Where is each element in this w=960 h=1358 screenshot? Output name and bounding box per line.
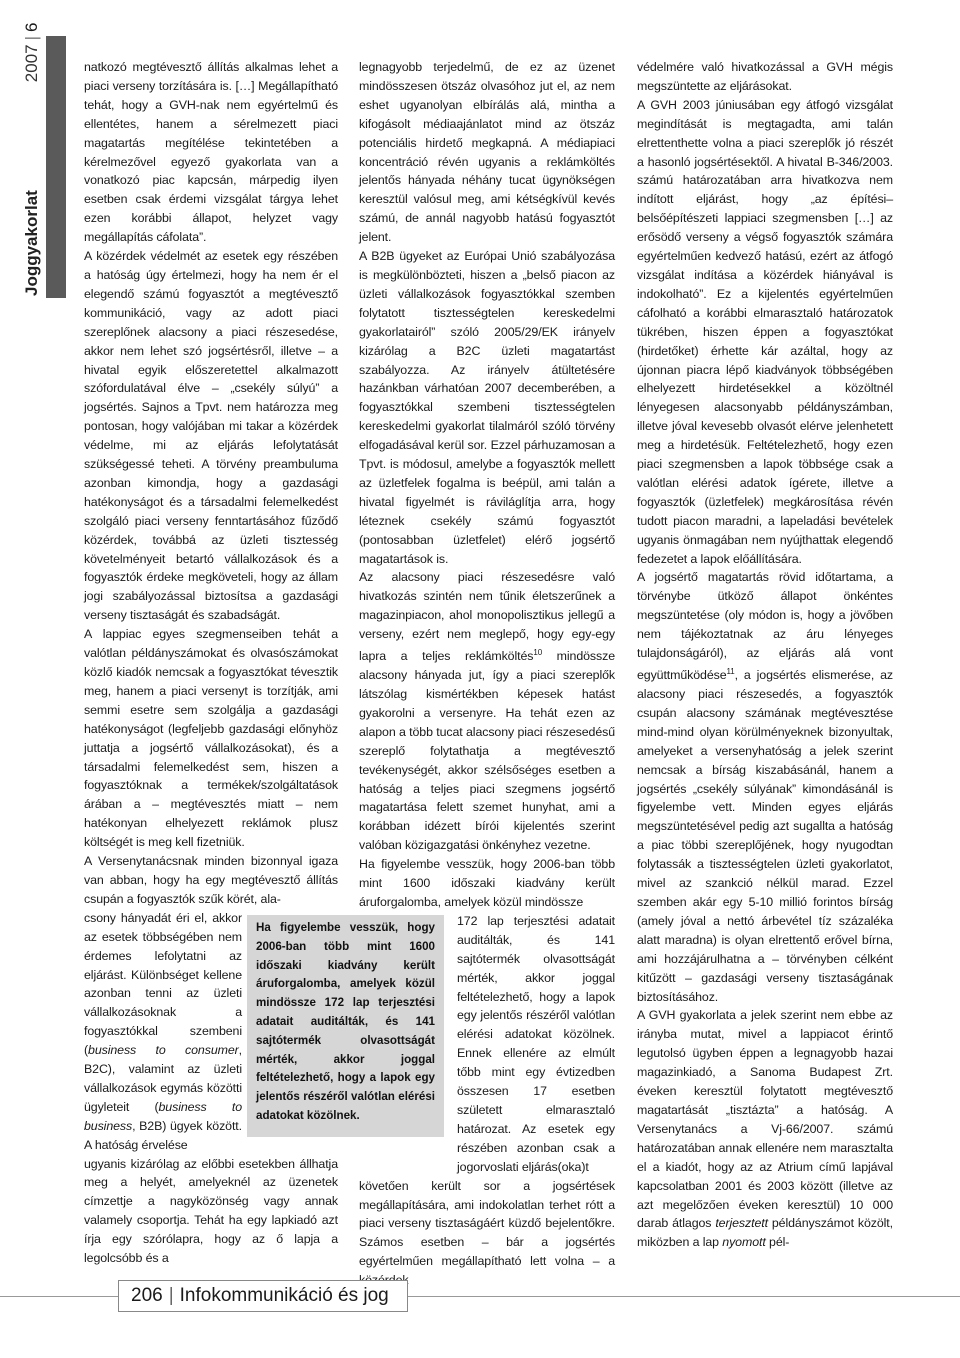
- emphasis: business to business: [84, 1099, 242, 1133]
- pull-quote: Ha figyelembe vesszük, hogy 2006-ban több mint 1600 időszaki kiadvány került áruforgalomba, amelyek közül mindössze 172 lap terjesztési adatait auditálták, és 141 sajtótermék olvasottságát mérték, akkor joggal feltételezhető, hogy a lapok egy jelentős részéről valótlan elérési adatokat közölnek.: [247, 915, 444, 1137]
- text-run: pél-: [765, 1235, 790, 1250]
- paragraph: [637, 568, 893, 1006]
- text-run: Az alacsony piaci részesedésre való hivatkozás szintén nem tűnik életszerűnek a magazinpiacon, ahol monopolisztikus jellegű a verseny, ezért nem meglepő, hogy egy-egy lapra a teljes reklámköltés: [359, 570, 615, 664]
- paragraph-wrapped: [84, 909, 242, 1155]
- paragraph: legnagyobb terjedelmű, de ez az üzenet mindösszesen ötszáz olvasóhoz jut el, az nem eshet ugyanolyan elbírálás alá, mintha a kifogásolt médiaajánlatot mind az ötszáz potenciális hirdető megkapná. A médiapiaci koncentráció révén ugyanis a reklámköltés jelentős hányada néhány tucat ügynökségen keresztül valósul meg, ami kétségkívül kevés számú, de annál nagyobb hatású fogyasztót jelent.: [359, 60, 615, 245]
- footnote-ref: 10: [533, 648, 543, 658]
- page-footer: [118, 1280, 408, 1312]
- text-column-2: [359, 58, 615, 1290]
- section-title: Joggyakorlat: [22, 190, 41, 296]
- emphasis: terjesztett: [715, 1216, 768, 1231]
- emphasis: business to consumer: [88, 1043, 239, 1058]
- text-run: A jogsértő magatartás rövid időtartama, a törvénybe ütköző állapot önkéntes megszüntetése (oly módon is, hogy a jövőben nem tájékoztatnak az áru lényeges tulajdonságáról), az eljárás alá vont együttműködése: [637, 570, 893, 683]
- paragraph: A Versenytanácsnak minden bizonnyal igaza van abban, hogy ha egy megtévesztő állítás csupán a fogyasztók szűk körét, ala-: [84, 854, 338, 906]
- paragraph: A lappiac egyes szegmenseiben tehát a valótlan példányszámokat és olvasószámokat közlő kiadók nemcsak a fogyasztókat tévesztik meg, hanem a piaci versenyt is torzítják, ami semmi esetre sem szolgálja a gazdasági hatékonyságot (legfeljebb gazdasági előnyhöz juttatja a jogsértő vállalkozásokat), és a társadalmi felemelkedést sem, hiszen a fogyasztóknak a termékek/szolgáltatások árában a – megtévesztés miatt – nem hatékonyan elhelyezett reklámok plusz költségét is meg kell fizetniük.: [84, 627, 338, 850]
- running-header: [22, 0, 42, 296]
- paragraph: natkozó megtévesztő állítás alkalmas lehet a piaci verseny torzítására is. […] Megállapítható tehát, hogy a GVH-nak nem egyértelmű és ellentétes, hanem a sérelmezett piaci magatartás megítélése tekintetében a kérelmezővel egyező gyakorlata van a vonatkozó piac kapcsán, márpedig ilyen esetben csak érdemi vizsgálat tárgya lehet ezen korábbi állapot, helyzet vagy megállapítás cáfolata”.: [84, 60, 338, 245]
- paragraph: követően került sor a jogsértések megállapítására, ami indokolatlan terhet rótt a piaci verseny tisztaságáért küzdő bejelentőkre. Számos esetben – bár a jogsértés egyértelműen megállapítható lett volna – a: [359, 1178, 615, 1269]
- text-run: csony hányadát éri el, akkor az esetek többségében nem érdemes lefolytatni az eljárást. Különbséget kellene azonban tenni az üzleti vállalkozásoknak a fogyasztókkal szembeni (: [84, 910, 242, 1058]
- paragraph-wrapped: 172 lap terjesztési adatait auditálták, és 141 sajtótermék olvasottságát mérték, akkor joggal feltételezhető, hogy a lapok egy jelentős részéről valótlan elérési adatokat közölnek. Ennek ellenére az elmúlt tőbb mint egy évtizedben összesen 17 esetben született elmarasztaló határozat. Az esetek egy részében azonban csak a jogorvoslati eljárás(oka)t: [457, 913, 615, 1174]
- paragraph: ugyanis kizárólag az előbbi esetekben állhatja meg a helyét, amelyeknél az üzenetek címzettje a nagyközönség vagy annak valamely csoportja. Tehát ha egy lapkiadó azt írja egy szórólapra, hogy az ő lapja a legolcsóbb és a: [84, 1156, 338, 1266]
- text-run: , a jogsértés elismerése, az alacsony piaci részesedés, a fogyasztók csupán alacsony számának megtévesztése mind-mind olyan körülményeknek bizonyultak, amelyeket a versenyhatóság a jelek szerint nemcsak a bírság kiszabásánál, hanem a jogsértés „csekély súlyának” kimondásánál is figyelembe vett. Minden egyes eljárás megszüntetésével pedig azt sugallta a hatóság a piac többi szereplőjének, hogy nyugodtan folytassák a tisztességtelen üzleti gyakorlatot, mivel az szankció nélkül marad. Ezzel szemben akár egy 5-10 millió forintos bírság (amely jóval a nettó árbevétel tíz százaléka alatt maradna) is olyan elrettentő erővel bírna, ami hozzájárulhatna a – törvényben célként kitűzött – gazdasági verseny tisztaságának biztosításához.: [637, 668, 893, 1004]
- paragraph: A GVH 2003 júniusában egy átfogó vizsgálat megindítását is megtagadta, ami talán elrettenthette volna a piaci szereplők jó részét a hasonló jogsértésektől. A hivatal B-346/2003. számú határozatában arra hivatkozva nem indított eljárást, hogy „az építési–belsőépítészeti lappiaci szegmensben […] az erősödő verseny a végső fogyasztók számára egyértelműen kedvező hatású, ezért az átfogó vizsgálat indítása a közérdek hiányával is indokolható”. Ez a kijelentés egyértelműen cáfolható a korábbi elmarasztaló határozatok tükrében, hiszen éppen a fogyasztókat (hirdetőket) érhette kár azáltal, hogy az újonnan piacra lépő kiadványok többségében elhelyezett hirdetésekkel a közöltnél lényegesen alacsonyabb példányszámban, illetve jóval kevesebb olvasót elérve jelenhetett meg a hirdetésük. Feltételezhető, hogy ezen piaci szegmensben a lapok többsége csak a valótlan elérési adatok ígérete, illetve a fogyasztók (üzletfelek) megkárosítása révén tudott piacon maradni, a lapeladási bevételek ugyanis önmagában nem nyújthattak elegendő fedezetet a lapok előállítására.: [637, 97, 893, 566]
- text-run: A GVH gyakorlata a jelek szerint nem ebbe az irányba mutat, mivel a lappiacot érintő legutolsó ügyben éppen a legnagyobb hazai magazinkiadó, a Sanoma Budapest Zrt. éveken keresztül folytatott megtévesztő magatartását „tisztázta” a hatóság. A Versenytanács a Vj-66/2007. számú határozatában annak ellenére nem marasztalta el a kiadót, hogy az az Atrium című lapjával kapcsolatban 2001 és 2003 között (illetve az azt megelőzően éveken keresztül) 10 000 darab átlagos: [637, 1008, 893, 1231]
- emphasis: nyomott: [722, 1235, 766, 1250]
- page-number: 206: [131, 1285, 163, 1306]
- text-run: , B2C), valamint az üzleti vállalkozások egymás közötti ügyleteit (: [84, 1043, 242, 1114]
- footer-separator: |: [168, 1285, 174, 1306]
- footer-rule: [0, 1296, 118, 1297]
- header-issue: 6: [22, 22, 41, 32]
- paragraph: [359, 568, 615, 855]
- section-color-band: [46, 36, 66, 298]
- header-separator: |: [22, 35, 41, 41]
- paragraph: védelmére való hivatkozással a GVH mégis megszüntette az eljárásokat.: [637, 60, 893, 93]
- paragraph: [637, 1006, 893, 1252]
- footnote-ref: 11: [726, 667, 735, 676]
- text-run: , B2B) ügyek között. A hatóság érvelése: [84, 1118, 242, 1152]
- journal-title: Infokommunikáció és jog: [179, 1285, 389, 1306]
- text-run: példányszámot közölt, miközben a lap: [637, 1216, 893, 1250]
- footer-rule: [408, 1296, 960, 1297]
- paragraph: Ha figyelembe vesszük, hogy 2006-ban több mint 1600 időszaki kiadvány került áruforgalomba, amelyek közül mindössze: [359, 857, 615, 909]
- paragraph: A B2B ügyeket az Európai Unió szabályozása is megkülönbözteti, hiszen a „belső piacon az üzleti vállalkozások fogyasztókkal szemben folytatott tisztességtelen kereskedelmi gyakorlatairól” szóló 2005/29/EK irányelv kizárólag a B2C üzleti magatartást szabályozza. Az irányelv átültetésére hazánkban várhatóan 2007 decemberében, a fogyasztókkal szembeni tisztességtelen kereskedelmi gyakorlat tilalmáról szóló törvény elfogadásával kerül sor. Ezzel párhuzamosan a Tpvt. is módosul, amelybe a fogyasztók mellett az üzletfelek fogalma is beépül, ami talán a hivatal figyelmét is ráviláglítja arra, hogy léteznek csekély számú fogyasztót (pontosabban üzletfelet) elérő jogsértő magatartások is.: [359, 249, 615, 566]
- header-year: 2007: [22, 44, 41, 83]
- paragraph: A közérdek védelmét az esetek egy részében a hatóság úgy értelmezi, hogy ha nem ér el elegendő számú fogyasztót a megtévesztő kommunikáció, vagy az adott piaci szereplőnek alacsony a piaci részesedése, akkor nem lehet szó jogsértésről, illetve – a hivatal egyik előszeretettel alkalmazott szófordulatával élve – „csekély súlyú” a jogsértés. Sajnos a Tpvt. nem határozza meg pontosan, hogy valójában mi takar a közérdek védelme, mi az eljárás lefolytatását szükségessé teheti. A törvény preambuluma azonban kimondja, hogy a gazdasági hatékonyságot és a társadalmi felemelkedést szolgáló piaci verseny fenntartásához fűződő közérdek, továbbá az üzleti tisztesség követelményeit betartó vállalkozások és a fogyasztók érdeke megköveteli, hogy az állam jogi szabályozással biztosítsa a gazdasági verseny tisztaságát és szabadságát.: [84, 249, 338, 623]
- text-column-3: [637, 58, 893, 1252]
- text-run: mindössze alacsony hányada jut, így a piaci szereplők látszólag kismértékben képesek hatást gyakorolni a versenyre. Ha tehát ezen az alapon a több tucat alacsony piaci részesedésű szereplő folytathatja a megtévesztő tevékenységét, akkor szélsőséges esetben a hatóság a teljes piaci szegmens jogsértő magatartása felett szemet hunyhat, ami a korábban idézett bírói kijelentés szerint valóban közigazgatási önkényhez vezetne.: [359, 649, 615, 853]
